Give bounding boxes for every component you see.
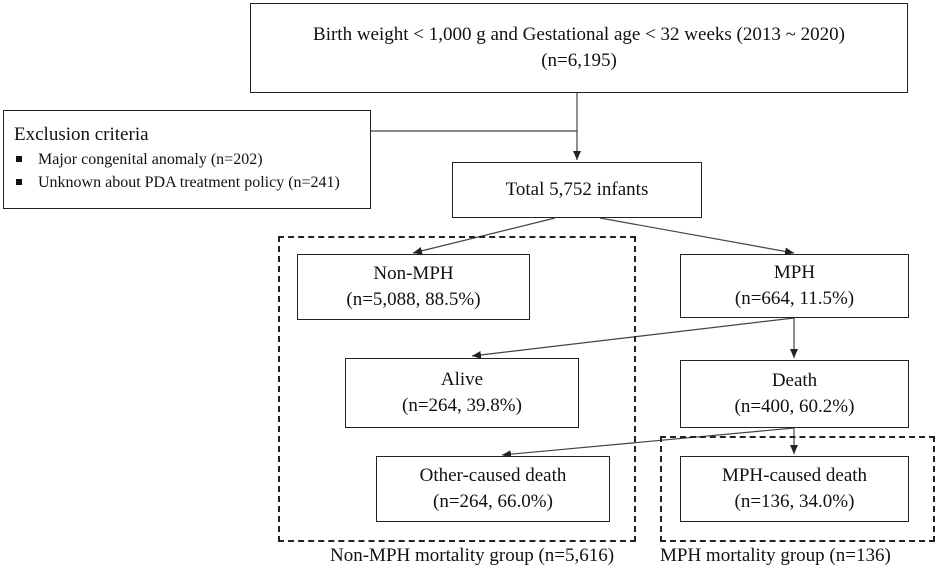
- bullet-icon: [16, 156, 22, 162]
- mph-group-label: MPH mortality group (n=136): [660, 545, 891, 566]
- death-title: Death: [771, 370, 818, 391]
- mph-caused-death-count: (n=136, 34.0%): [734, 491, 855, 512]
- mph-count: (n=664, 11.5%): [734, 288, 855, 309]
- top-cohort-box: [250, 3, 908, 93]
- non-mph-title: Non-MPH: [373, 263, 454, 284]
- exclusion-title: Exclusion criteria: [14, 124, 149, 145]
- mph-title: MPH: [773, 262, 816, 283]
- top-cohort-criteria: Birth weight < 1,000 g and Gestational age < 32 weeks (2013 ~ 2020): [313, 24, 845, 45]
- other-caused-death-title: Other-caused death: [419, 465, 567, 486]
- mph-box: [680, 254, 909, 318]
- non-mph-group-label: Non-MPH mortality group (n=5,616): [330, 545, 615, 566]
- mph-caused-death-title: MPH-caused death: [721, 465, 868, 486]
- other-caused-death-box: [376, 456, 610, 522]
- exclusion-criteria-box: [3, 110, 371, 209]
- death-box: [680, 360, 909, 428]
- mph-caused-death-box: [680, 456, 909, 522]
- total-infants-box: [452, 162, 702, 218]
- top-cohort-count: (n=6,195): [541, 50, 617, 71]
- bullet-icon: [16, 179, 22, 185]
- exclusion-item: Major congenital anomaly (n=202): [14, 148, 340, 171]
- death-count: (n=400, 60.2%): [734, 396, 855, 417]
- non-mph-count: (n=5,088, 88.5%): [346, 289, 481, 310]
- exclusion-item: Unknown about PDA treatment policy (n=241): [14, 171, 340, 194]
- alive-title: Alive: [440, 369, 484, 390]
- alive-box: [345, 358, 579, 428]
- non-mph-box: [297, 254, 530, 320]
- total-infants-label: Total 5,752 infants: [505, 179, 649, 200]
- alive-count: (n=264, 39.8%): [402, 395, 522, 416]
- exclusion-list: [14, 148, 340, 194]
- other-caused-death-count: (n=264, 66.0%): [433, 491, 553, 512]
